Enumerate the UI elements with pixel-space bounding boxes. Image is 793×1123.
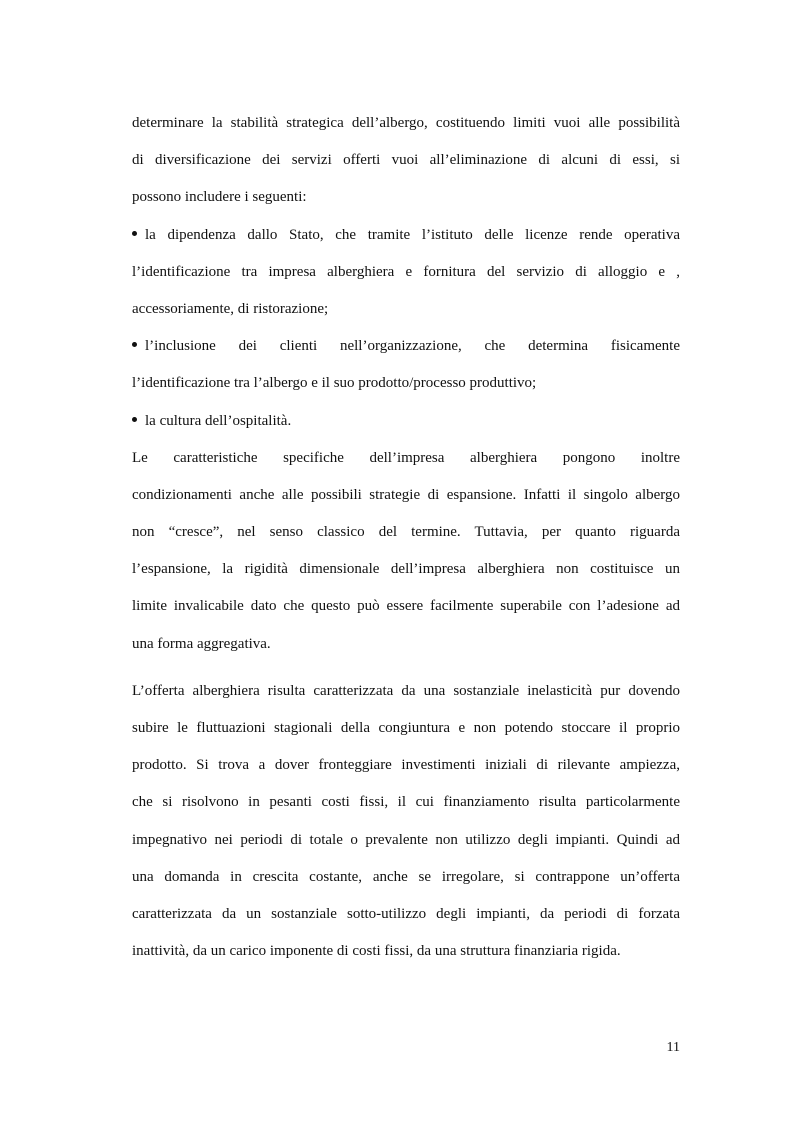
text-line: l’identificazione tra l’albergo e il suo prodotto/processo produttivo; [132,375,537,392]
text-line: la dipendenza dallo Stato, che tramite l’istituto delle licenze rende operativa [145,226,680,243]
text-line: inattività, da un carico imponente di costi fissi, da una struttura finanziaria rigida. [132,943,621,960]
paragraph-offer [132,673,680,971]
text-line: accessoriamente, di ristorazione; [132,300,329,317]
text-line: subire le fluttuazioni stagionali della congiuntura e non potendo stoccare il proprio [132,720,680,736]
text-line: determinare la stabilità strategica dell’albergo, costituendo limiti vuoi alle possibilità [132,115,680,131]
bullet-icon [132,342,137,347]
text-line: l’identificazione tra impresa alberghiera e fornitura del servizio di alloggio e , [132,263,680,280]
paragraph-intro [132,105,680,217]
text-line: caratterizzata da un sostanziale sotto-utilizzo degli impianti, da periodi di forzata [132,905,680,922]
body-text [132,105,680,970]
text-line: condizionamenti anche alle possibili strategie di espansione. Infatti il singolo albergo [132,486,680,503]
paragraph-expansion [132,440,680,663]
bullet-first-line [132,217,680,254]
text-line: L’offerta alberghiera risulta caratterizzata da una sostanziale inelasticità pur dovendo [132,682,680,699]
bullet-first-line [132,403,680,440]
bullet-icon [132,231,137,236]
paragraph-spacer [132,663,680,673]
text-line: l’inclusione dei clienti nell’organizzazione, che determina fisicamente [145,338,680,355]
page-number: 11 [666,1040,680,1055]
text-line: una forma aggregativa. [132,635,271,652]
text-line: che si risolvono in pesanti costi fissi, il cui finanziamento risulta particolarmente [132,794,680,811]
bullet-icon [132,417,137,422]
bullet-item [132,328,680,402]
text-line: possono includere i seguenti: [132,189,307,206]
bullet-item [132,217,680,329]
text-line: Le caratteristiche specifiche dell’impresa alberghiera pongono inoltre [132,449,680,466]
text-line: una domanda in crescita costante, anche se irregolare, si contrappone un’offerta [132,868,680,885]
text-line: di diversificazione dei servizi offerti vuoi all’eliminazione di alcuni di essi, si [132,152,680,169]
text-line: non “cresce”, nel senso classico del termine. Tuttavia, per quanto riguarda [132,524,680,541]
bullet-first-line [132,328,680,365]
bullet-list [132,217,680,440]
text-line: l’espansione, la rigidità dimensionale dell’impresa alberghiera non costituisce un [132,561,680,578]
text-line: la cultura dell’ospitalità. [145,412,292,429]
bullet-item [132,403,680,440]
text-line: impegnativo nei periodi di totale o prevalente non utilizzo degli impianti. Quindi ad [132,831,680,848]
text-line: prodotto. Si trova a dover fronteggiare investimenti iniziali di rilevante ampiezza, [132,757,680,774]
text-line: limite invalicabile dato che questo può essere facilmente superabile con l’adesione ad [132,598,680,615]
